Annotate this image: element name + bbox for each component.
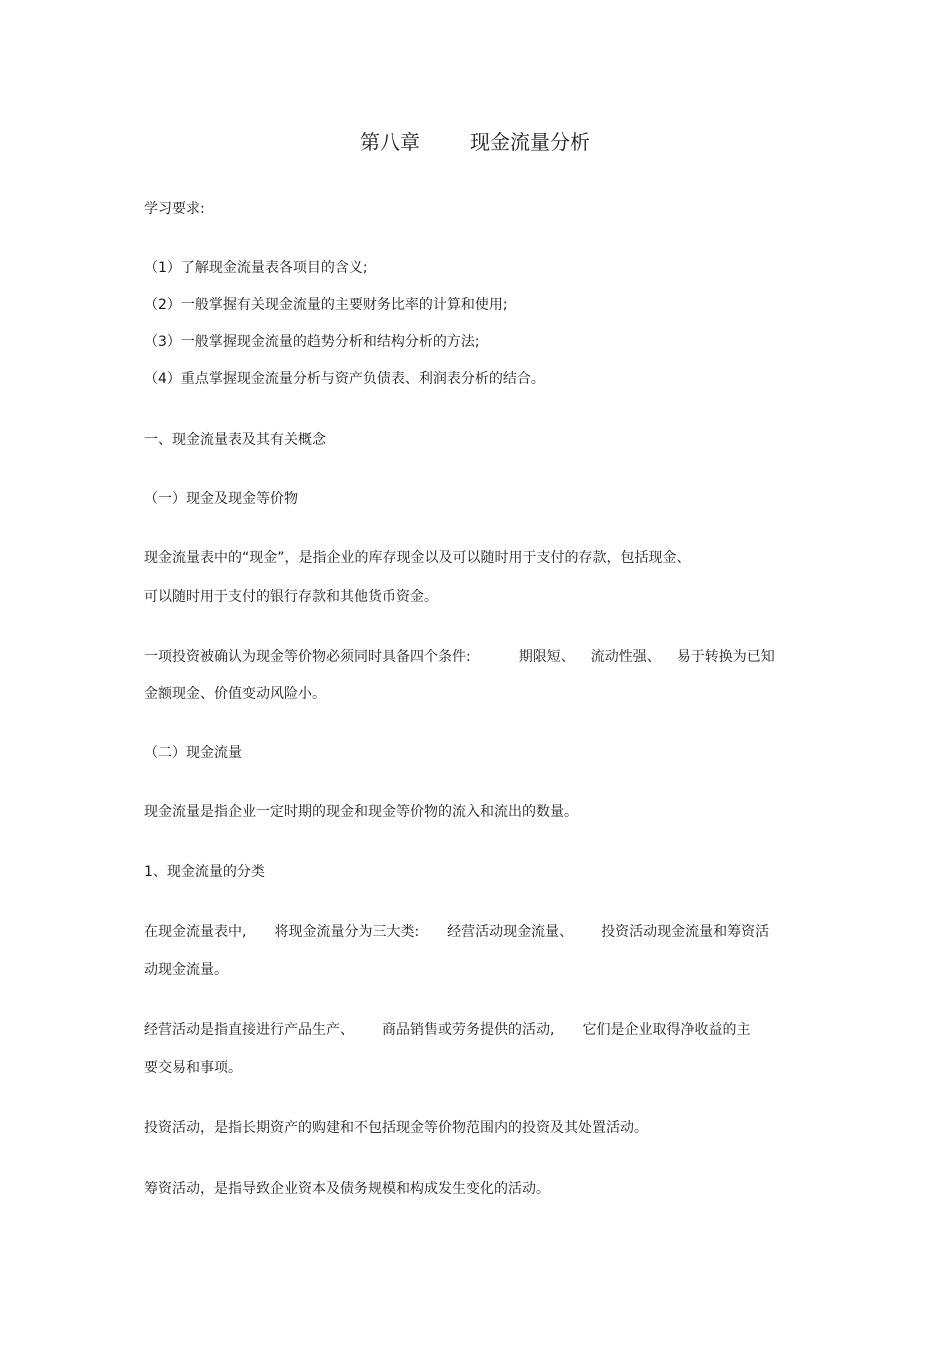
- chapter-name: 现金流量分析: [470, 130, 590, 154]
- paragraph-line: 可以随时用于支付的银行存款和其他货币资金。: [144, 589, 438, 605]
- page-title: [0, 128, 950, 156]
- text-segment: 投资活动现金流量和筹资活: [601, 924, 770, 940]
- requirement-item: （2）一般掌握有关现金流量的主要财务比率的计算和使用;: [144, 297, 508, 313]
- text-segment: 流动性强、: [590, 649, 661, 665]
- text-segment: 一项投资被确认为现金等价物必须同时具备四个条件:: [144, 649, 471, 665]
- paragraph-line: 投资活动，是指长期资产的购建和不包括现金等价物范围内的投资及其处置活动。: [144, 1120, 648, 1136]
- paragraph-line: 动现金流量。: [144, 962, 228, 978]
- text-segment: 经营活动现金流量、: [447, 924, 574, 940]
- requirements-heading: 学习要求:: [144, 201, 205, 217]
- text-segment: 经营活动是指直接进行产品生产、: [144, 1022, 354, 1038]
- requirement-item: （3）一般掌握现金流量的趋势分析和结构分析的方法;: [144, 334, 480, 350]
- text-segment: 期限短、: [518, 649, 575, 665]
- subsection-heading: （一）现金及现金等价物: [144, 491, 298, 507]
- paragraph-line: 筹资活动，是指导致企业资本及债务规模和构成发生变化的活动。: [144, 1181, 550, 1197]
- requirement-item: （4）重点掌握现金流量分析与资产负债表、利润表分析的结合。: [144, 371, 545, 387]
- text-segment: 在现金流量表中,: [144, 924, 247, 940]
- paragraph-line: 要交易和事项。: [144, 1060, 242, 1076]
- paragraph-line: 金额现金、价值变动风险小。: [144, 686, 326, 702]
- text-segment: 将现金流量分为三大类:: [274, 924, 420, 940]
- paragraph-line: 现金流量表中的“现金”，是指企业的库存现金以及可以随时用于支付的存款，包括现金、: [144, 550, 691, 566]
- paragraph-line: [144, 647, 775, 667]
- paragraph-line: 现金流量是指企业一定时期的现金和现金等价物的流入和流出的数量。: [144, 804, 578, 820]
- subsection-heading: （二）现金流量: [144, 745, 242, 761]
- section-heading: 一、现金流量表及其有关概念: [144, 432, 326, 448]
- paragraph-line: [144, 922, 769, 942]
- paragraph-line: [144, 1020, 750, 1040]
- chapter-number: 第八章: [360, 130, 420, 154]
- text-segment: 易于转换为已知: [676, 649, 775, 665]
- text-segment: 它们是企业取得净收益的主: [582, 1022, 751, 1038]
- subsection-heading: 1、现金流量的分类: [144, 864, 265, 880]
- requirement-item: （1）了解现金流量表各项目的含义;: [144, 260, 368, 276]
- text-segment: 商品销售或劳务提供的活动,: [382, 1022, 555, 1038]
